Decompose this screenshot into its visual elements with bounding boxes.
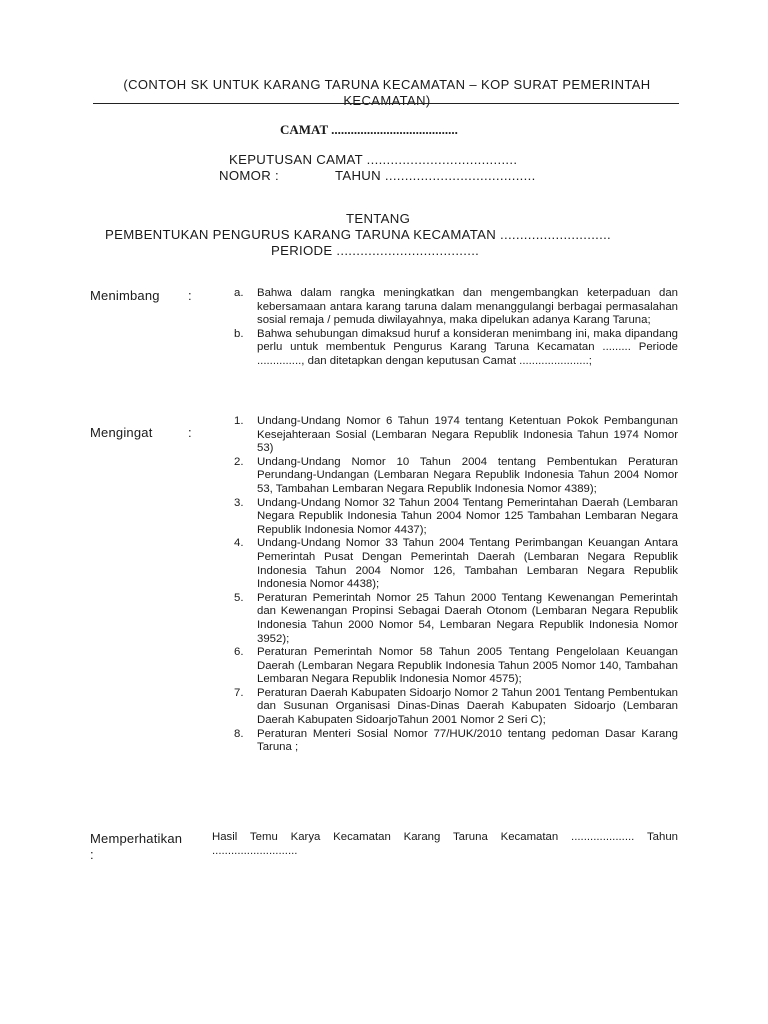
keputusan-title: KEPUTUSAN CAMAT ......................................	[229, 152, 518, 167]
list-item	[232, 456, 678, 497]
list-marker: 5.	[234, 591, 244, 604]
list-marker: 7.	[234, 686, 244, 699]
tentang-heading: TENTANG	[346, 211, 411, 226]
letterhead-title: (CONTOH SK UNTUK KARANG TARUNA KECAMATAN – KOP SURAT PEMERINTAH KECAMATAN)	[123, 77, 651, 108]
memperhatikan-label	[90, 831, 182, 863]
tentang-subject: PEMBENTUKAN PENGURUS KARANG TARUNA KECAMATAN ............................	[105, 227, 612, 242]
nomor-label: NOMOR :	[219, 168, 279, 183]
menimbang-colon: :	[188, 288, 192, 303]
mengingat-colon: :	[188, 425, 192, 440]
list-item	[232, 687, 678, 728]
list-item	[232, 415, 678, 456]
list-item-text: Peraturan Pemerintah Nomor 25 Tahun 2000 Tentang Kewenangan Pemerintah dan Kewenangan Propinsi Sebagai Daerah Otonom (Lembaran Negara Republik Indonesia Tahun 2000 Nomor 54, Lembaran Negara Republik Indonesia Nomor 3952);	[257, 591, 678, 645]
camat-heading: CAMAT .......................................	[280, 122, 458, 137]
list-item-text: Bahwa sehubungan dimaksud huruf a konsideran menimbang ini, maka dipandang perlu untuk membentuk Pengurus Karang Taruna Kecamatan ......... Periode .............., dan ditetapkan dengan keputusan Camat ......................;	[257, 327, 678, 367]
letterhead-rule	[93, 103, 679, 104]
list-item-text: Undang-Undang Nomor 33 Tahun 2004 Tentang Perimbangan Keuangan Antara Pemerintah Pusat Dengan Pemerintah Daerah (Lembaran Negara Republik Indonesia Tahun 2004 Nomor 126, Tambahan Lembaran Negara Republik Indonesia Nomor 4438);	[257, 537, 678, 591]
list-item-text: Peraturan Daerah Kabupaten Sidoarjo Nomor 2 Tahun 2001 Tentang Pembentukan dan Susunan Organisasi Dinas-Dinas Daerah Kabupaten Sidoarjo (Lembaran Daerah Kabupaten SidoarjoTahun 2001 Nomor 2 Seri C);	[257, 686, 678, 727]
list-item-text: Undang-Undang Nomor 10 Tahun 2004 tentang Pembentukan Peraturan Perundang-Undangan (Lembaran Negara Republik Indonesia Tahun 2004 Nomor 53, Tambahan Lembaran Negara Republik Indonesia Nomor 4389);	[257, 455, 678, 495]
list-item-text: Peraturan Pemerintah Nomor 58 Tahun 2005 Tentang Pengelolaan Keuangan Daerah (Lembaran Negara Republik Indonesia Tahun 2005 Nomor 140, Tambahan Lembaran Negara Republik Indonesia Nomor 4575);	[257, 646, 678, 686]
list-item	[232, 287, 678, 328]
list-marker: 8.	[234, 727, 244, 740]
list-marker: 6.	[234, 646, 244, 659]
mengingat-label: Mengingat	[90, 425, 153, 440]
list-marker: 4.	[234, 537, 244, 550]
mengingat-list	[232, 415, 678, 755]
memperhatikan-colon: :	[90, 847, 94, 862]
memperhatikan-text: Hasil Temu Karya Kecamatan Karang Taruna Kecamatan .................... Tahun ...........................	[212, 831, 678, 857]
list-marker: b.	[234, 327, 244, 340]
list-item	[232, 592, 678, 646]
list-item	[232, 728, 678, 755]
list-item	[232, 328, 678, 369]
list-item-text: Peraturan Menteri Sosial Nomor 77/HUK/2010 tentang pedoman Dasar Karang Taruna ;	[257, 727, 678, 754]
list-marker: a.	[234, 287, 244, 299]
menimbang-list	[232, 287, 678, 369]
list-item-text: Undang-Undang Nomor 6 Tahun 1974 tentang Ketentuan Pokok Pembangunan Kesejahteraan Sosial (Lembaran Negara Republik Indonesia Tahun 1974 Nomor 53)	[257, 415, 678, 455]
list-item	[232, 646, 678, 687]
list-marker: 1.	[234, 415, 244, 427]
list-item-text: Bahwa dalam rangka meningkatkan dan mengembangkan keterpaduan dan kebersamaan antara karang taruna dalam menanggulangi berbagai permasalahan sosial remaja / pemuda diwilayahnya, maka dipelukan adanya Karang Taruna;	[257, 287, 678, 327]
list-item-text: Undang-Undang Nomor 32 Tahun 2004 Tentang Pemerintahan Daerah (Lembaran Negara Republik Indonesia Tahun 2004 Nomor 125 Tambahan Lembaran Negara Republik Indonesia Nomor 4437);	[257, 496, 678, 536]
memperhatikan-label-text: Memperhatikan	[90, 831, 183, 846]
tahun-label: TAHUN ......................................	[335, 168, 536, 183]
list-marker: 3.	[234, 496, 244, 509]
list-item	[232, 497, 678, 538]
tentang-periode: PERIODE ....................................	[271, 243, 480, 258]
list-marker: 2.	[234, 455, 244, 468]
menimbang-label: Menimbang	[90, 288, 160, 303]
list-item	[232, 537, 678, 591]
